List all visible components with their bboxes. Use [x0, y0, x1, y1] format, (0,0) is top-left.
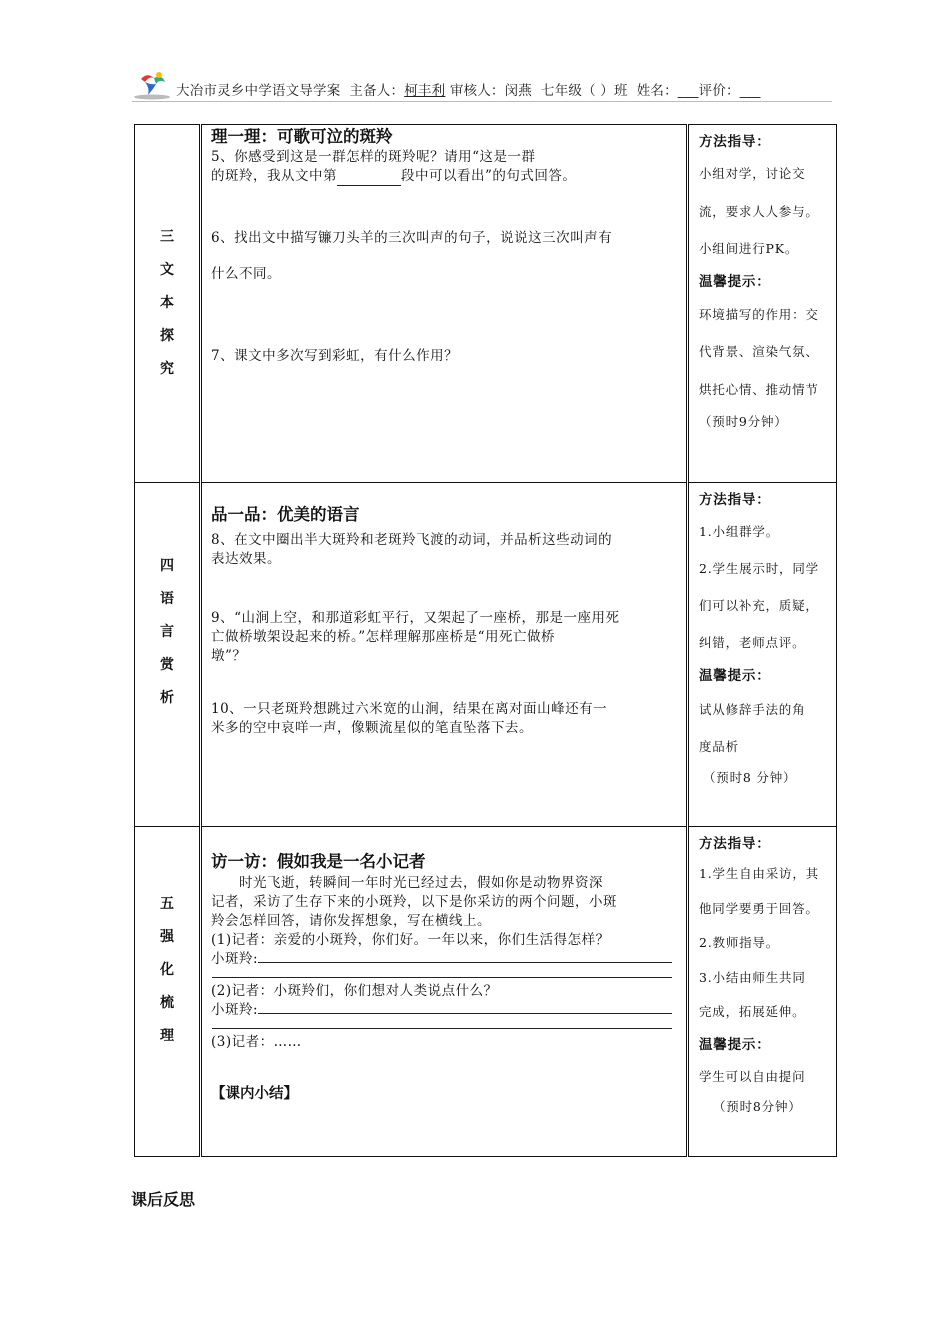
after-class-reflection: 课后反思	[131, 1190, 196, 1209]
school-logo-icon	[132, 70, 172, 100]
time-estimate: （预时8 分钟）	[703, 770, 797, 785]
evaluation-field: 评价：___	[698, 83, 761, 99]
section-content-cell	[201, 483, 688, 827]
reviewer: 审核人：闵燕	[449, 83, 533, 99]
question-7: 7、课文中多次写到彩虹，有什么作用？	[211, 348, 459, 364]
section-content-cell	[201, 827, 688, 1157]
section-label: 三 文 本 探 究	[160, 229, 174, 377]
answer-blank[interactable]	[337, 172, 401, 186]
answer-line-2: 小斑羚:	[211, 1001, 672, 1020]
tip-title: 温馨提示：	[699, 1036, 771, 1053]
section-label-cell	[135, 483, 201, 827]
method-title: 方法指导：	[699, 134, 771, 150]
section-label-cell	[135, 125, 201, 483]
page-header	[132, 70, 832, 102]
answer-field-2b[interactable]	[212, 1020, 672, 1029]
grade-class: 七年级（ ）班	[541, 83, 628, 99]
tip-title: 温馨提示：	[699, 668, 771, 684]
header-text	[176, 79, 761, 99]
method-title: 方法指导：	[699, 836, 771, 852]
guidance-cell: 方法指导： 1.学生自由采访，其 他同学要勇于回答。 2.教师指导。 3.小结由师生共同 完成，拓展延伸。 温馨提示： 学生可以自由提问 （预时8分钟）	[688, 827, 837, 1157]
answer-field-1b[interactable]	[212, 969, 672, 978]
interview-question-1: (1)记者：亲爱的小斑羚，你们好。一年以来，你们生活得怎样？	[211, 932, 610, 948]
school-title: 大冶市灵乡中学语文导学案	[176, 83, 341, 99]
answer-field-2[interactable]	[258, 1001, 672, 1014]
section-label: 五 强 化 梳 理	[160, 896, 174, 1044]
section-heading: 理一理：可歌可泣的斑羚	[211, 127, 393, 146]
question-6: 6、找出文中描写镰刀头羊的三次叫声的句子，说说这三次叫声有 什么不同。	[211, 230, 613, 282]
section-label-cell	[135, 827, 201, 1157]
interview-question-3: (3)记者：……	[211, 1034, 302, 1050]
section-row-text-study	[135, 125, 837, 483]
interview-intro: 时光飞逝，转瞬间一年时光已经过去，假如你是动物界资深 记者，采访了生存下来的小斑羚，以下是你采访的两个问题，小斑 羚会怎样回答，请你发挥想象，写在横线上。	[211, 875, 617, 929]
section-row-consolidation	[135, 827, 837, 1157]
guidance-cell: 方法指导： 小组对学，讨论交 流，要求人人参与。 小组间进行PK。 温馨提示： 环境描写的作用：交 代背景、渲染气氛、 烘托心情、推动情节 （预时9分钟）	[688, 125, 837, 483]
section-label: 四 语 言 赏 析	[160, 558, 174, 706]
question-8: 8、在文中圈出半大斑羚和老斑羚飞渡的动词，并品析这些动词的 表达效果。	[211, 532, 613, 567]
answer-field-1[interactable]	[258, 950, 672, 963]
study-guide-table	[134, 124, 837, 1157]
section-heading: 访一访：假如我是一名小记者	[211, 852, 426, 871]
method-title: 方法指导：	[699, 492, 771, 508]
question-10: 10、一只老斑羚想跳过六米宽的山涧，结果在离对面山峰还有一 米多的空中哀咩一声，像颗流星似的笔直坠落下去。	[211, 701, 608, 736]
student-name-field: 姓名：___	[636, 83, 699, 99]
summary-label: 【课内小结】	[211, 1086, 298, 1102]
header-divider	[132, 101, 832, 102]
guidance-cell: 方法指导： 1.小组群学。 2.学生展示时，同学 们可以补充，质疑， 纠错，老师点评。 温馨提示： 试从修辞手法的角 度品析 （预时8 分钟）	[688, 483, 837, 827]
answer-line-1: 小斑羚:	[211, 950, 672, 969]
section-row-language	[135, 483, 837, 827]
section-content-cell	[201, 125, 688, 483]
time-estimate: （预时8分钟）	[713, 1099, 802, 1114]
question-5: 5、你感受到这是一群怎样的斑羚呢？请用“这是一群 的斑羚，我从文中第 段中可以看出”的句式回答。	[211, 149, 577, 184]
preparer-label: 主备人：	[349, 83, 405, 99]
section-heading: 品一品：优美的语言	[211, 505, 360, 524]
question-9: 9、“山涧上空，和那道彩虹平行，又架起了一座桥，那是一座用死 亡做桥墩架设起来的桥。”怎样理解那座桥是“用死亡做桥 墩”？	[211, 610, 620, 664]
tip-title: 温馨提示：	[699, 273, 771, 290]
time-estimate: （预时9分钟）	[699, 414, 788, 429]
interview-question-2: (2)记者：小斑羚们，你们想对人类说点什么？	[211, 983, 498, 999]
preparer-name: 柯丰利	[404, 83, 446, 99]
